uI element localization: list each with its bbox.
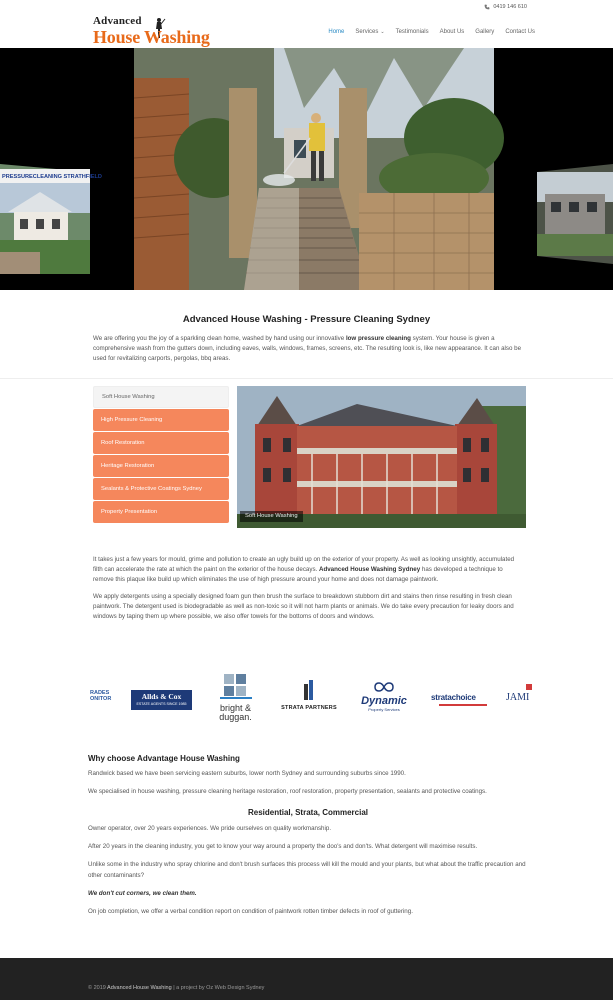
paragraph-1-end: has developed a technique to remove this plaque like build up which eliminates the use of high pressure around your home and does not damage paintwork. <box>93 566 503 584</box>
main-nav <box>328 28 535 37</box>
slide-preview-left[interactable] <box>0 164 102 274</box>
why-paragraph-5: Unlike some in the industry who spray chlorine and don't brush surfaces this process will kill the mould and your plants, but what about the traffic precaution and other contaminants? <box>88 861 526 879</box>
nav-services[interactable] <box>355 28 384 37</box>
tab-property-presentation[interactable]: Property Presentation <box>93 501 229 523</box>
site-header <box>0 10 613 48</box>
allds-cox-name: Allds & Cox <box>141 692 182 701</box>
intro-text-start: We are offering you the joy of a sparkling clean home, washed by hand using our innovative <box>93 335 346 342</box>
jamieson-name: JAMI <box>506 692 530 703</box>
tab-roof-restoration[interactable]: Roof Restoration <box>93 432 229 454</box>
bright-duggan-line2: duggan. <box>219 712 252 723</box>
tab-heritage-restoration[interactable]: Heritage Restoration <box>93 455 229 477</box>
heritage-house-image <box>237 386 526 528</box>
nav-contact-us[interactable]: Contact Us <box>505 29 535 35</box>
why-choose-title: Why choose Advantage House Washing <box>88 754 240 763</box>
bright-duggan-line1: bright & <box>219 702 252 713</box>
phone-number: 0419 146 610 <box>493 4 527 10</box>
services-tabs <box>93 386 229 524</box>
paragraph-1-bold: Advanced House Washing Sydney <box>318 566 421 574</box>
logo-trades-monitor[interactable] <box>90 690 116 702</box>
stratachoice-underline <box>439 704 487 706</box>
site-footer <box>0 958 613 1000</box>
chevron-down-icon: ⌄ <box>380 29 385 35</box>
site-logo[interactable] <box>93 13 253 47</box>
intro-text <box>93 334 523 365</box>
nav-testimonials[interactable]: Testimonials <box>395 29 429 35</box>
paragraph-1-start: It takes just a few years for mould, grime and pollution to create an ugly build up on the exterior of your property. As well as looking unsightly, accumulated filth can accelerate the rate at which the paint on the exterior of the house decays. <box>93 556 515 574</box>
slide-left-caption: PRESSURECLEANING STRATHFIELD <box>2 174 102 180</box>
why-paragraph-7: On job completion, we offer a verbal condition report on condition of paintwork rotten timber defects in roof of guttering. <box>88 908 413 916</box>
why-paragraph-4: After 20 years in the cleaning industry, you get to know your way around a property the doo's and don'ts. What detergent will maximise results. <box>88 843 478 851</box>
tab-soft-house-washing[interactable]: Soft House Washing <box>93 386 229 408</box>
why-paragraph-2: We specialised in house washing, pressure cleaning heritage restoration, roof restoration, property presentation, sealants and protective coatings. <box>88 788 487 796</box>
logo-line2: House Washing <box>93 27 210 47</box>
trades-monitor-line1: RADES <box>90 690 110 696</box>
intro-title: Advanced House Washing - Pressure Cleaning Sydney <box>182 314 431 325</box>
tab-feature-image <box>237 386 526 528</box>
intro-text-end: system. Your house is given a comprehensive wash from the gutters down, including eaves, walls, windows, frames, screens, etc. The resulting look is, like new appearance. It can also be used for revitalizing carports, pergolas, bbq areas. <box>93 335 522 363</box>
description-paragraph-2: We apply detergents using a specially designed foam gun then brush the surface to breakdown stubborn dirt and stains then rinse resulting in fresh clean paintwork. The detergent used is biodegradable as well as non-toxic so it will not harm plants or animals. We do take every precaution for leaky doors and windows by taping them up where possible, we also offer towels for the bottoms of doors and windows. <box>93 592 514 621</box>
logo-jamieson[interactable] <box>506 684 533 706</box>
slide-preview-right[interactable] <box>537 164 613 264</box>
why-slogan: We don't cut corners, we clean them. <box>88 889 197 897</box>
slide-main-image <box>134 48 494 290</box>
footer-prefix: © 2019 <box>88 985 108 991</box>
tab-sealants-coatings[interactable]: Sealants & Protective Coatings Sydney <box>93 478 229 500</box>
logo-line1: Advanced <box>93 15 142 27</box>
dynamic-tagline: Property Services <box>368 706 400 712</box>
logo-stratachoice[interactable] <box>431 692 491 706</box>
nav-about-us[interactable]: About Us <box>439 29 465 35</box>
footer-suffix: | a project by Oz Web Design Sydney <box>171 985 265 991</box>
section-divider <box>0 378 613 379</box>
why-paragraph-3: Owner operator, over 20 years experiences. We pride ourselves on quality workmanship. <box>88 824 332 832</box>
logo-bright-duggan[interactable] <box>208 672 263 730</box>
stratachoice-name: stratachoice <box>431 693 476 702</box>
allds-cox-tagline: ESTATE AGENTS SINCE 1985 <box>136 701 187 706</box>
client-logos <box>88 668 533 730</box>
footer-site-link[interactable]: Advanced House Washing <box>107 985 172 991</box>
why-paragraph-1: Randwick based we have been servicing eastern suburbs, lower north Sydney and surrounding suburbs since 1990. <box>88 770 406 778</box>
dynamic-name: Dynamic <box>361 694 407 707</box>
strata-partners-name: STRATA PARTNERS <box>281 704 337 711</box>
service-description <box>93 555 525 628</box>
nav-gallery[interactable]: Gallery <box>475 29 495 35</box>
dynamic-infinity-icon <box>372 682 396 692</box>
why-subtitle: Residential, Strata, Commercial <box>247 807 369 817</box>
tab-high-pressure-cleaning[interactable]: High Pressure Cleaning <box>93 409 229 431</box>
strata-partners-building-icon <box>302 680 316 700</box>
nav-services-label: Services <box>355 29 379 35</box>
trades-monitor-line2: ONITOR <box>90 696 112 703</box>
why-choose-section <box>88 752 528 925</box>
logo-allds-cox[interactable] <box>131 690 192 710</box>
intro-text-bold: low pressure cleaning <box>345 335 411 342</box>
logo-dynamic[interactable] <box>353 682 415 718</box>
logo-strata-partners[interactable] <box>278 680 340 720</box>
tab-image-caption: Soft House Washing <box>240 511 303 522</box>
description-paragraph-1 <box>93 555 525 586</box>
hero-slider[interactable] <box>0 48 613 290</box>
footer-copyright <box>88 984 264 993</box>
nav-home[interactable]: Home <box>328 29 345 35</box>
bright-duggan-mark-icon <box>220 672 252 700</box>
